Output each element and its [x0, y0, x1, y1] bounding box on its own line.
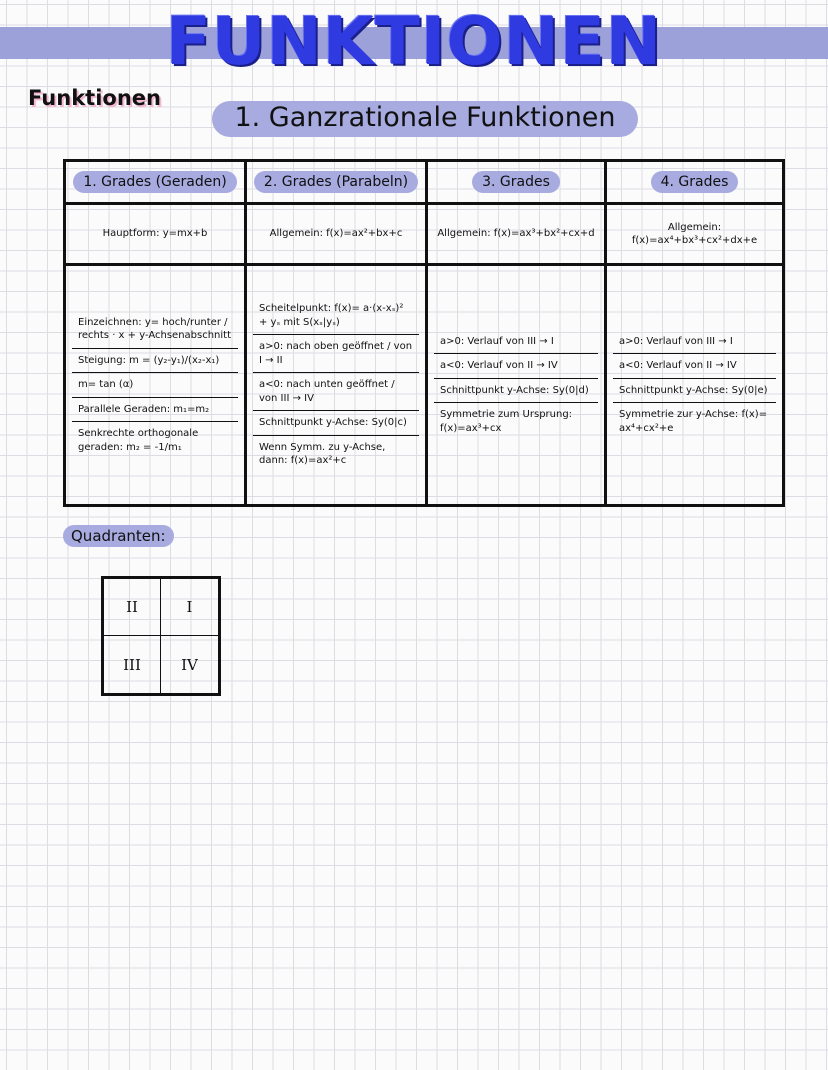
col3-entry: a>0: Verlauf von III → I — [434, 330, 598, 355]
col3-content — [427, 265, 606, 506]
col3-entry: Schnittpunkt y-Achse: Sy(0|d) — [434, 379, 598, 404]
col4-entry: Schnittpunkt y-Achse: Sy(0|e) — [613, 379, 776, 404]
form-row — [65, 204, 784, 265]
quadrant-diagram — [101, 576, 221, 696]
form-cell: Allgemein: f(x)=ax³+bx²+cx+d — [427, 204, 606, 265]
col1-entry: Parallele Geraden: m₁=m₂ — [72, 398, 238, 423]
section-subtitle — [212, 101, 638, 137]
col1-content — [65, 265, 246, 506]
header-pill: 3. Grades — [472, 171, 560, 194]
quadrant-I: I — [161, 579, 218, 636]
col3-entry: a<0: Verlauf von II → IV — [434, 354, 598, 379]
content-row — [65, 265, 784, 506]
header-cell — [606, 161, 784, 204]
header-pill: 1. Grades (Geraden) — [73, 171, 236, 194]
col1-entry: Steigung: m = (y₂-y₁)/(x₂-x₁) — [72, 349, 238, 374]
quadrant-IV: IV — [181, 655, 198, 674]
col2-entry: Wenn Symm. zu y-Achse, dann: f(x)=ax²+c — [259, 441, 386, 467]
quadrant-II: II — [104, 579, 161, 636]
form-cell: Allgemein: f(x)=ax⁴+bx³+cx²+dx+e — [606, 204, 784, 265]
quadrants-label: Quadranten: — [63, 525, 174, 547]
col2-entry: a>0: nach oben geöffnet / von I → II — [253, 335, 419, 373]
header-cell — [65, 161, 246, 204]
header-pill: 2. Grades (Parabeln) — [254, 171, 418, 194]
header-cell — [427, 161, 606, 204]
col4-entry: a>0: Verlauf von III → I — [613, 330, 776, 355]
functions-table — [63, 159, 785, 507]
col4-entry: Symmetrie zur y-Achse: f(x)= ax⁴+cx²+e — [619, 409, 768, 434]
col3-entry: Symmetrie zum Ursprung: f(x)=ax³+cx — [440, 409, 573, 434]
quadrant-III: III — [104, 636, 161, 693]
form-cell: Allgemein: f(x)=ax²+bx+c — [246, 204, 427, 265]
col2-content — [246, 265, 427, 506]
col4-content — [606, 265, 784, 506]
col1-entry: Einzeichnen: y= hoch/runter / rechts · x + y-Achsenabschnitt — [72, 311, 238, 349]
col1-entry: m= tan (α) — [72, 373, 238, 398]
header-row — [65, 161, 784, 204]
col2-entry: Schnittpunkt y-Achse: Sy(0|c) — [253, 411, 419, 436]
col2-entry: Scheitelpunkt: f(x)= a·(x-xₛ)² + yₛ mit S(xₛ|yₛ) — [253, 297, 419, 335]
col4-entry: a<0: Verlauf von II → IV — [613, 354, 776, 379]
side-label: Funktionen — [28, 86, 161, 110]
page-title: FUNKTIONEN — [165, 3, 663, 80]
form-cell: Hauptform: y=mx+b — [65, 204, 246, 265]
col2-entry: a<0: nach unten geöffnet / von III → IV — [253, 373, 419, 411]
section-subtitle-text: 1. Ganzrationale Funktionen — [234, 102, 616, 133]
header-pill: 4. Grades — [651, 171, 739, 194]
col1-entry: Senkrechte orthogonale geraden: m₂ = -1/m₁ — [78, 428, 199, 453]
header-cell — [246, 161, 427, 204]
